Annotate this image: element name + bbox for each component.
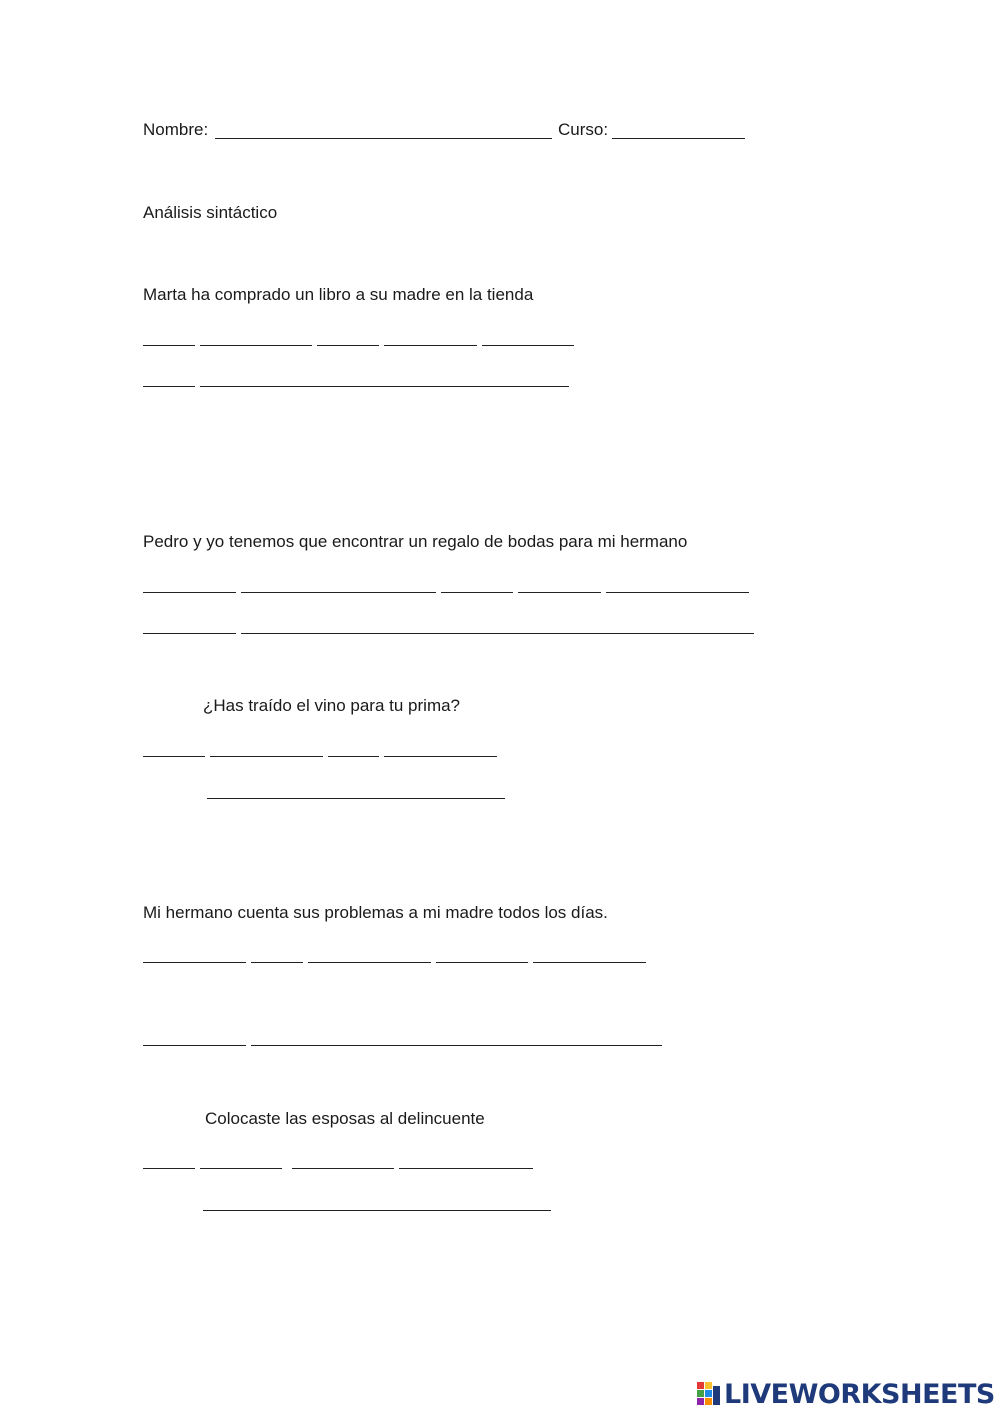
answer-blank[interactable] [384, 756, 497, 757]
course-label: Curso: [558, 120, 609, 139]
answer-blank[interactable] [143, 1168, 195, 1169]
answer-blank[interactable] [143, 962, 246, 963]
liveworksheets-logo [697, 1378, 995, 1412]
answer-blank[interactable] [203, 1210, 551, 1211]
answer-blank[interactable] [606, 592, 749, 593]
answer-blank[interactable] [308, 962, 431, 963]
answer-blank[interactable] [533, 962, 646, 963]
answer-blank[interactable] [399, 1168, 533, 1169]
answer-blank[interactable] [143, 633, 236, 634]
worksheet-title: Análisis sintáctico [143, 203, 278, 222]
answer-blank[interactable] [207, 798, 505, 799]
liveworksheets-logo-icon [697, 1382, 721, 1408]
answer-blank[interactable] [143, 756, 205, 757]
answer-blank[interactable] [251, 962, 303, 963]
answer-blank[interactable] [436, 962, 528, 963]
answer-blank[interactable] [200, 386, 569, 387]
answer-blank[interactable] [518, 592, 601, 593]
answer-blank[interactable] [210, 756, 323, 757]
answer-blank[interactable] [241, 633, 754, 634]
sentence-2: Pedro y yo tenemos que encontrar un regalo de bodas para mi hermano [143, 532, 688, 551]
sentence-3: ¿Has traído el vino para tu prima? [203, 696, 461, 715]
answer-blank[interactable] [143, 345, 195, 346]
sentence-1: Marta ha comprado un libro a su madre en la tienda [143, 285, 534, 304]
answer-blank[interactable] [384, 345, 477, 346]
name-label: Nombre: [143, 120, 209, 139]
answer-blank[interactable] [482, 345, 574, 346]
sentence-4: Mi hermano cuenta sus problemas a mi madre todos los días. [143, 903, 608, 922]
answer-blank[interactable] [251, 1045, 662, 1046]
answer-blank[interactable] [200, 1168, 282, 1169]
answer-blank[interactable] [292, 1168, 394, 1169]
answer-blank[interactable] [441, 592, 513, 593]
answer-blank[interactable] [143, 386, 195, 387]
sentence-5: Colocaste las esposas al delincuente [205, 1109, 485, 1128]
answer-blank[interactable] [143, 1045, 246, 1046]
answer-blank[interactable] [143, 592, 236, 593]
answer-blank[interactable] [317, 345, 379, 346]
name-field[interactable] [215, 138, 552, 139]
course-field[interactable] [612, 138, 745, 139]
answer-blank[interactable] [328, 756, 379, 757]
answer-blank[interactable] [241, 592, 436, 593]
logo-text: LIVEWORKSHEETS [724, 1379, 995, 1410]
answer-blank[interactable] [200, 345, 312, 346]
